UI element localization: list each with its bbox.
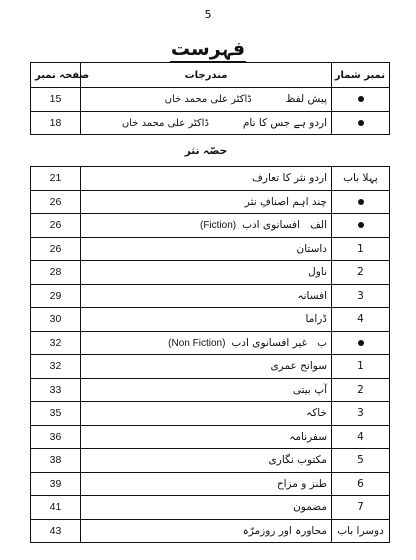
row-topic: مکتوب نگاری	[268, 454, 327, 467]
row-page: 38	[31, 449, 81, 473]
row-contents	[81, 519, 332, 543]
row-serial	[332, 331, 390, 355]
bullet-icon	[358, 340, 364, 346]
row-topic: داستان	[296, 242, 327, 255]
row-serial: دوسرا باب	[332, 519, 390, 543]
section-row	[31, 135, 390, 167]
row-contents	[81, 472, 332, 496]
row-serial: 2	[332, 378, 390, 402]
row-contents	[81, 331, 332, 355]
row-author: ڈاکٹر علی محمد خاں	[121, 117, 209, 129]
row-contents	[81, 237, 332, 261]
row-topic: ناول	[308, 266, 327, 279]
row-serial	[332, 88, 390, 112]
row-topic: ڈراما	[305, 313, 327, 326]
row-english-term: (Non Fiction)	[168, 337, 226, 349]
row-topic: اردو نثر کا تعارف	[252, 172, 327, 185]
page-number: 5	[204, 8, 212, 21]
row-page: 35	[31, 402, 81, 426]
table-row	[31, 449, 390, 473]
table-row	[31, 355, 390, 379]
row-page: 28	[31, 261, 81, 285]
section-title: حصّہ نثر	[81, 135, 332, 167]
bullet-icon	[358, 96, 364, 102]
row-serial: 3	[332, 402, 390, 426]
row-contents	[81, 88, 332, 112]
row-page: 32	[31, 331, 81, 355]
row-contents	[81, 111, 332, 135]
section-spacer	[31, 135, 81, 167]
header-page: صفحہ نمبر	[31, 63, 81, 88]
table-row	[31, 284, 390, 308]
row-page: 36	[31, 425, 81, 449]
row-page: 32	[31, 355, 81, 379]
table-row	[31, 378, 390, 402]
row-serial: 2	[332, 261, 390, 285]
row-serial: 4	[332, 308, 390, 332]
row-page: 30	[31, 308, 81, 332]
row-topic: طنز و مزاح	[276, 477, 327, 490]
row-serial	[332, 111, 390, 135]
row-serial: 1	[332, 355, 390, 379]
row-serial	[332, 214, 390, 238]
page-title: فہرست	[170, 38, 246, 60]
row-page: 21	[31, 167, 81, 191]
table-row	[31, 402, 390, 426]
table-row	[31, 167, 390, 191]
row-page: 26	[31, 190, 81, 214]
header-serial: نمبر شمار	[332, 63, 390, 88]
table-row	[31, 261, 390, 285]
row-topic: خاکہ	[306, 407, 327, 420]
row-contents	[81, 167, 332, 191]
row-contents	[81, 496, 332, 520]
row-author: ڈاکٹر علی محمد خاں	[164, 94, 252, 106]
row-page: 43	[31, 519, 81, 543]
row-contents	[81, 378, 332, 402]
table-row	[31, 214, 390, 238]
row-topic: غیر افسانوی ادب	[231, 336, 308, 349]
row-contents	[81, 284, 332, 308]
bullet-icon	[358, 120, 364, 126]
header-contents: مندرجات	[81, 63, 332, 88]
row-topic: محاورہ اور روزمرّہ	[242, 524, 327, 537]
row-topic: اردو ہے جس کا نام	[242, 116, 327, 129]
row-serial: 4	[332, 425, 390, 449]
table-row	[31, 331, 390, 355]
table-row	[31, 237, 390, 261]
row-english-term: (Fiction)	[199, 220, 237, 232]
row-topic: افسانوی ادب	[242, 219, 300, 232]
table-row	[31, 111, 390, 135]
row-topic: سفرنامہ	[289, 430, 327, 443]
row-contents	[81, 214, 332, 238]
row-contents	[81, 308, 332, 332]
row-serial: 3	[332, 284, 390, 308]
row-contents	[81, 190, 332, 214]
table-row	[31, 190, 390, 214]
row-serial: 6	[332, 472, 390, 496]
row-prefix: ب	[317, 336, 327, 349]
row-topic: آپ بیتی	[292, 383, 327, 396]
table-row	[31, 88, 390, 112]
row-page: 26	[31, 214, 81, 238]
row-page: 26	[31, 237, 81, 261]
table-row	[31, 308, 390, 332]
row-contents	[81, 355, 332, 379]
table-row	[31, 472, 390, 496]
bullet-icon	[358, 222, 364, 228]
row-serial: 7	[332, 496, 390, 520]
row-page: 18	[31, 111, 81, 135]
row-serial: پہلا باب	[332, 167, 390, 191]
row-serial: 1	[332, 237, 390, 261]
row-page: 33	[31, 378, 81, 402]
row-contents	[81, 425, 332, 449]
row-page: 15	[31, 88, 81, 112]
table-header-row	[31, 63, 390, 88]
row-page: 29	[31, 284, 81, 308]
section-spacer	[332, 135, 390, 167]
table-row	[31, 519, 390, 543]
row-page: 41	[31, 496, 81, 520]
row-topic: پیش لفظ	[285, 93, 327, 106]
table-row	[31, 425, 390, 449]
bullet-icon	[358, 199, 364, 205]
contents-table	[30, 62, 390, 543]
row-serial: 5	[332, 449, 390, 473]
row-page: 39	[31, 472, 81, 496]
row-serial	[332, 190, 390, 214]
row-contents	[81, 261, 332, 285]
row-topic: سوانح عمری	[270, 360, 327, 373]
row-contents	[81, 449, 332, 473]
row-contents	[81, 402, 332, 426]
row-topic: چند اہم اصنافِ نثر	[244, 195, 327, 208]
row-topic: مضمون	[293, 501, 327, 514]
row-topic: افسانہ	[297, 289, 327, 302]
row-prefix: الف	[310, 219, 327, 232]
table-row	[31, 496, 390, 520]
